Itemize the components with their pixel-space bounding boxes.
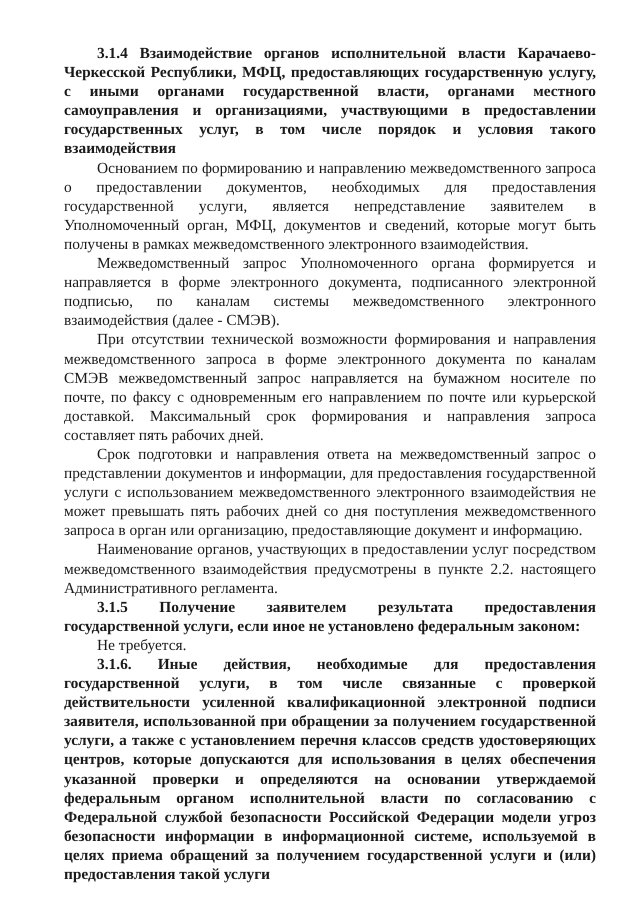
- paragraph-participating-bodies: Наименование органов, участвующих в предоставлении услуг посредством межведомственного взаимодействия предусмотрены в пункте 2.2. настоящего Административного регламента.: [64, 541, 596, 597]
- paragraph-paper-request: При отсутствии технической возможности формирования и направления межведомственного запроса в форме электронного документа по каналам СМЭВ межведомственный запрос направляется на бумажном носителе по почте, по факсу с одновременным его направлением по почте или курьерской доставкой. Максимальный срок формирования и направления запроса составляет пять рабочих дней.: [64, 331, 596, 444]
- paragraph-response-deadline: Срок подготовки и направления ответа на межведомственный запрос о представлении документов и информации, для предоставления государственной услуги с использованием межведомственного электронного взаимодействия не может превышать пять рабочих дней со дня поступления межведомственного запроса в орган или организацию, предоставляющие документ и информацию.: [64, 445, 596, 540]
- paragraph-electronic-request: Межведомственный запрос Уполномоченного органа формируется и направляется в форме электронного документа, подписанного электронной подписью, по каналам системы межведомственного электронного взаимодействия (далее - СМЭВ).: [64, 255, 596, 330]
- paragraph-basis-for-request: Основанием по формированию и направлению межведомственного запроса о предоставлении документов, необходимых для предоставления государственной услуги, является непредставление заявителем в Уполномоченный орган, МФЦ, документов и сведений, которые могут быть получены в рамках межведомственного электронного взаимодействия.: [64, 159, 596, 253]
- section-heading-3-1-6: 3.1.6. Иные действия, необходимые для предоставления государственной услуги, в том числе связанные с проверкой действительности усиленной квалификационной электронной подписи заявителя, использованной при обращении за получением государственной услуги, а также с установлением перечня классов средств удостоверяющих центров, которые допускаются для использования в целях обеспечения указанной проверки и определяются на основании утверждаемой федеральным органом исполнительной власти по согласованию с Федеральной службой безопасности Российской Федерации модели угроз безопасности информации в информационной системе, используемой в целях приема обращений за получением государственной услуги и (или) предоставления такой услуги: [64, 656, 596, 884]
- paragraph-not-required: Не требуется.: [97, 636, 187, 654]
- section-heading-3-1-5: 3.1.5 Получение заявителем результата предоставления государственной услуги, если иное не установлено федеральным законом:: [64, 598, 596, 635]
- document-page: [64, 44, 596, 884]
- section-heading-3-1-4: 3.1.4 Взаимодействие органов исполнительной власти Карачаево-Черкесской Республики, МФЦ, предоставляющих государственную услугу, с иными органами государственной власти, органами местного самоуправления и организациями, участвующими в предоставлении государственных услуг, в том числе порядок и условия такого взаимодействия: [64, 45, 596, 158]
